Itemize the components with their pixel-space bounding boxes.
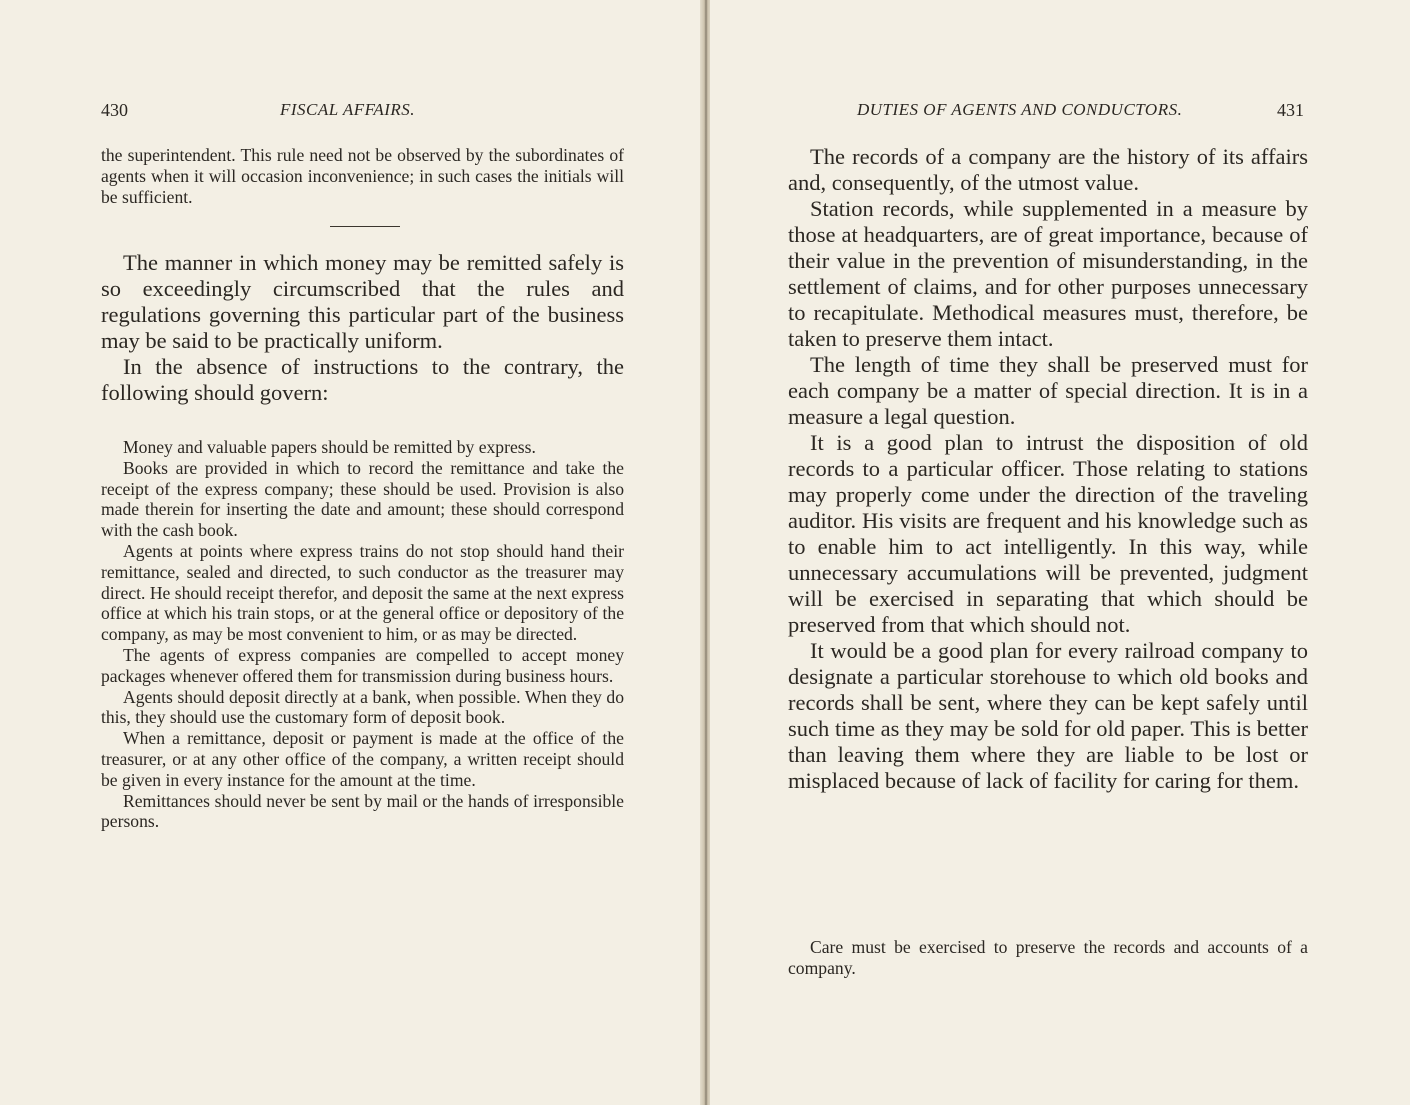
- left-page: [0, 0, 702, 1105]
- running-head: FISCAL AFFAIRS.: [280, 100, 415, 119]
- rule-item: Money and valuable papers should be remitted by express.: [123, 437, 536, 457]
- running-head: DUTIES OF AGENTS AND CONDUCTORS.: [857, 100, 1183, 119]
- paragraph: It would be a good plan for every railroad company to designate a particular storehouse to which old books and records shall be sent, where they can be kept safely until such time as they may be sold for old paper. This is better than leaving them where they are liable to be lost or misplaced because of lack of facility for caring for them.: [788, 638, 1308, 793]
- intro-paragraph: [101, 145, 624, 207]
- page-number: 430: [101, 100, 128, 120]
- section-divider: [330, 226, 400, 227]
- large-text-block: [101, 250, 624, 406]
- closing-rule-block: [788, 937, 1308, 979]
- rule-item: Agents should deposit directly at a bank, when possible. When they do this, they should use the customary form of deposit book.: [101, 686, 624, 728]
- paragraph: The records of a company are the history of its affairs and, consequently, of the utmost value.: [788, 144, 1308, 195]
- right-page: [710, 0, 1410, 1105]
- intro-text: the superintendent. This rule need not be observed by the subordinates of agents when it will occasion inconvenience; in such cases the initials will be sufficient.: [101, 145, 624, 207]
- rules-block: [101, 437, 624, 832]
- paragraph: The length of time they shall be preserved must for each company be a matter of special direction. It is in a measure a legal question.: [788, 352, 1308, 429]
- rule-item: Remittances should never be sent by mail or the hands of irresponsible persons.: [101, 790, 624, 832]
- page-number: 431: [1277, 100, 1304, 120]
- rule-item: When a remittance, deposit or payment is made at the office of the treasurer, or at any other office of the company, a written receipt should be given in every instance for the amount at the time.: [101, 728, 624, 790]
- main-text-block: [788, 144, 1308, 794]
- paragraph: The manner in which money may be remitted safely is so exceedingly circumscribed that the rules and regulations governing this particular part of the business may be said to be practically uniform.: [101, 250, 624, 353]
- paragraph: It is a good plan to intrust the disposition of old records to a particular officer. Those relating to stations may properly come under the direction of the traveling auditor. His visits are frequent and his knowledge such as to enable him to act intelligently. In this way, while unnecessary accumulations will be prevented, judgment will be exercised in separating that which should be preserved from that which should not.: [788, 430, 1308, 637]
- rule-item: The agents of express companies are compelled to accept money packages whenever offered them for transmission during business hours.: [101, 644, 624, 686]
- closing-rule: Care must be exercised to preserve the records and accounts of a company.: [788, 937, 1308, 978]
- paragraph: Station records, while supplemented in a measure by those at headquarters, are of great importance, because of their value in the prevention of misunderstanding, in the settlement of claims, and for other purposes unnecessary to recapitulate. Methodical measures must, therefore, be taken to preserve them intact.: [788, 196, 1308, 351]
- paragraph: In the absence of instructions to the contrary, the following should govern:: [101, 354, 624, 405]
- rule-item: Books are provided in which to record the remittance and take the receipt of the express company; these should be used. Provision is also made therein for inserting the date and amount; these should correspond with the cash book.: [101, 457, 624, 541]
- rule-item: Agents at points where express trains do not stop should hand their remittance, sealed and directed, to such conductor as the treasurer may direct. He should receipt therefor, and deposit the same at the next express office at which his train stops, or at the general office or depository of the company, as may be most convenient to him, or as may be directed.: [101, 540, 625, 645]
